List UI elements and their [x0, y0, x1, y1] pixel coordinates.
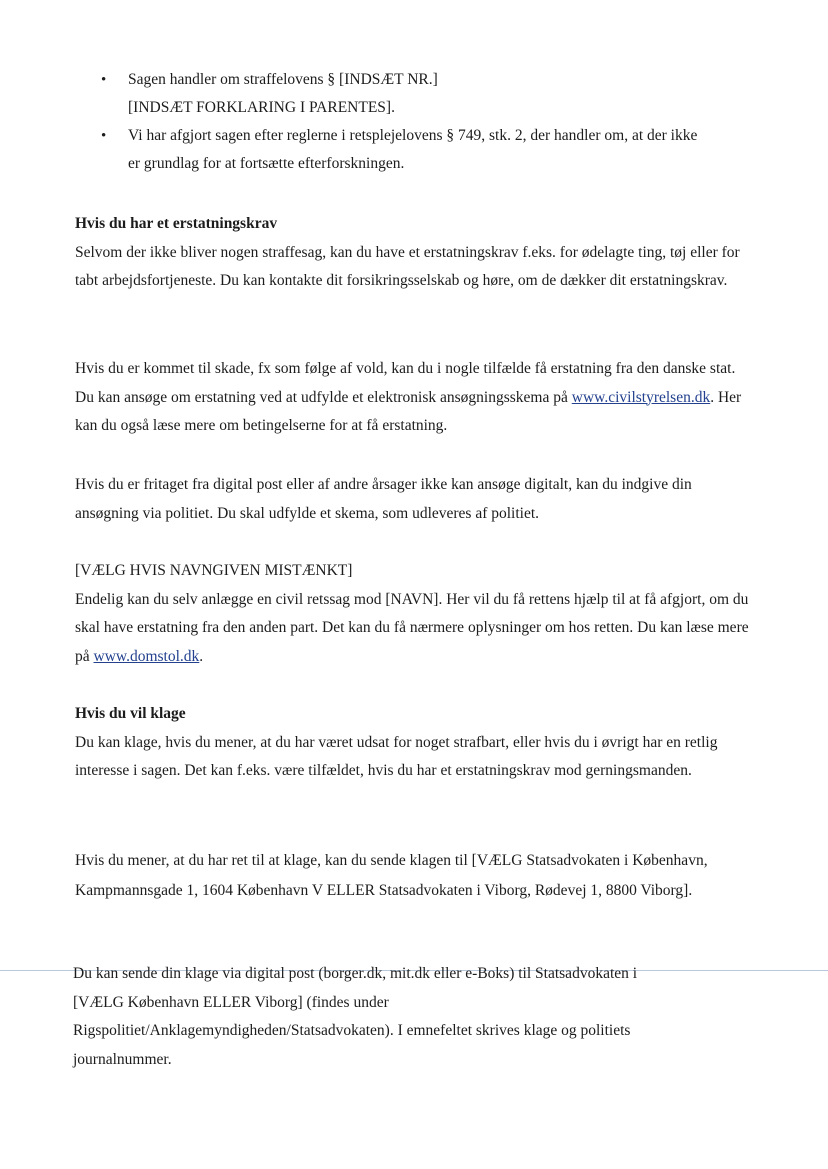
- paragraph-line: Du kan sende din klage via digital post (borger.dk, mit.dk eller e-Boks) til Statsadvokaten i: [73, 965, 638, 982]
- list-item-line: er grundlag for at fortsætte efterforskningen.: [128, 155, 405, 172]
- paragraph-line: [VÆLG København ELLER Viborg] (findes under: [73, 993, 389, 1011]
- civil-case-section: [75, 557, 755, 671]
- named-suspect-label: [VÆLG HVIS NAVNGIVEN MISTÆNKT]: [75, 562, 353, 579]
- compensation-heading: Hvis du har et erstatningskrav: [75, 215, 278, 232]
- paragraph-text: .: [199, 647, 204, 665]
- complaint-paragraph-digital: [73, 960, 773, 1074]
- civilstyrelsen-link[interactable]: www.civilstyrelsen.dk: [571, 388, 711, 406]
- paragraph-text: . Her kan du også læse mere om betingelserne for at få erstatning.: [75, 388, 742, 434]
- complaint-paragraph-address: Hvis du mener, at du har ret til at klage, kan du sende klagen til [VÆLG Statsadvokaten i København, Kampmannsgade 1, 1604 København V ELLER Statsadvokaten i Viborg, Rødevej 1, 8800 Viborg].: [75, 852, 708, 899]
- compensation-paragraph-insurance: Selvom der ikke bliver nogen straffesag, kan du have et erstatningskrav f.eks. for ødelagte ting, tøj eller for tabt arbejdsfortjeneste. Du kan kontakte dit forsikringsselskab og høre, om de dækker dit erstatningskrav.: [75, 243, 740, 289]
- paragraph-text: Endelig kan du selv anlægge en civil retssag mod [NAVN]. Her vil du få rettens hjælp til at få afgjort, om du skal have erstatning fra den anden part. Det kan du få nærmere oplysninger om hos retten. Du kan læse mere på: [75, 590, 749, 665]
- compensation-paragraph-digital-exempt: Hvis du er fritaget fra digital post eller af andre årsager ikke kan ansøge digitalt, kan du indgive din ansøgning via politiet. Du skal udfylde et skema, som udleveres af politiet.: [75, 476, 692, 522]
- list-item: [95, 66, 785, 122]
- list-item-line: Vi har afgjort sagen efter reglerne i retsplejelovens § 749, stk. 2, der handler om, at der ikke: [128, 127, 698, 144]
- domstol-link[interactable]: www.domstol.dk: [93, 647, 200, 665]
- list-item: [95, 122, 785, 178]
- paragraph-line: Rigspolitiet/Anklagemyndigheden/Statsadvokaten). I emnefeltet skrives klage og politiets journalnummer.: [73, 1022, 631, 1068]
- complaint-section: [75, 700, 755, 786]
- paragraph-text: Hvis du er kommet til skade, fx som følge af vold, kan du i nogle tilfælde få erstatning fra den danske stat. Du kan ansøge om erstatning ved at udfylde et elektronisk ansøgningsskema på: [75, 360, 736, 406]
- compensation-paragraph-state: [75, 355, 755, 441]
- list-item-line: Sagen handler om straffelovens § [INDSÆT NR.]: [128, 71, 438, 88]
- complaint-heading: Hvis du vil klage: [75, 705, 186, 722]
- case-info-list: [95, 66, 785, 178]
- list-item-line: [INDSÆT FORKLARING I PARENTES].: [128, 99, 395, 116]
- compensation-section: [75, 210, 755, 296]
- civil-case-paragraph: [75, 586, 755, 672]
- complaint-paragraph-right: Du kan klage, hvis du mener, at du har været udsat for noget strafbart, eller hvis du i øvrigt har en retlig interesse i sagen. Det kan f.eks. være tilfældet, hvis du har et erstatningskrav mod gerningsmanden.: [75, 733, 718, 779]
